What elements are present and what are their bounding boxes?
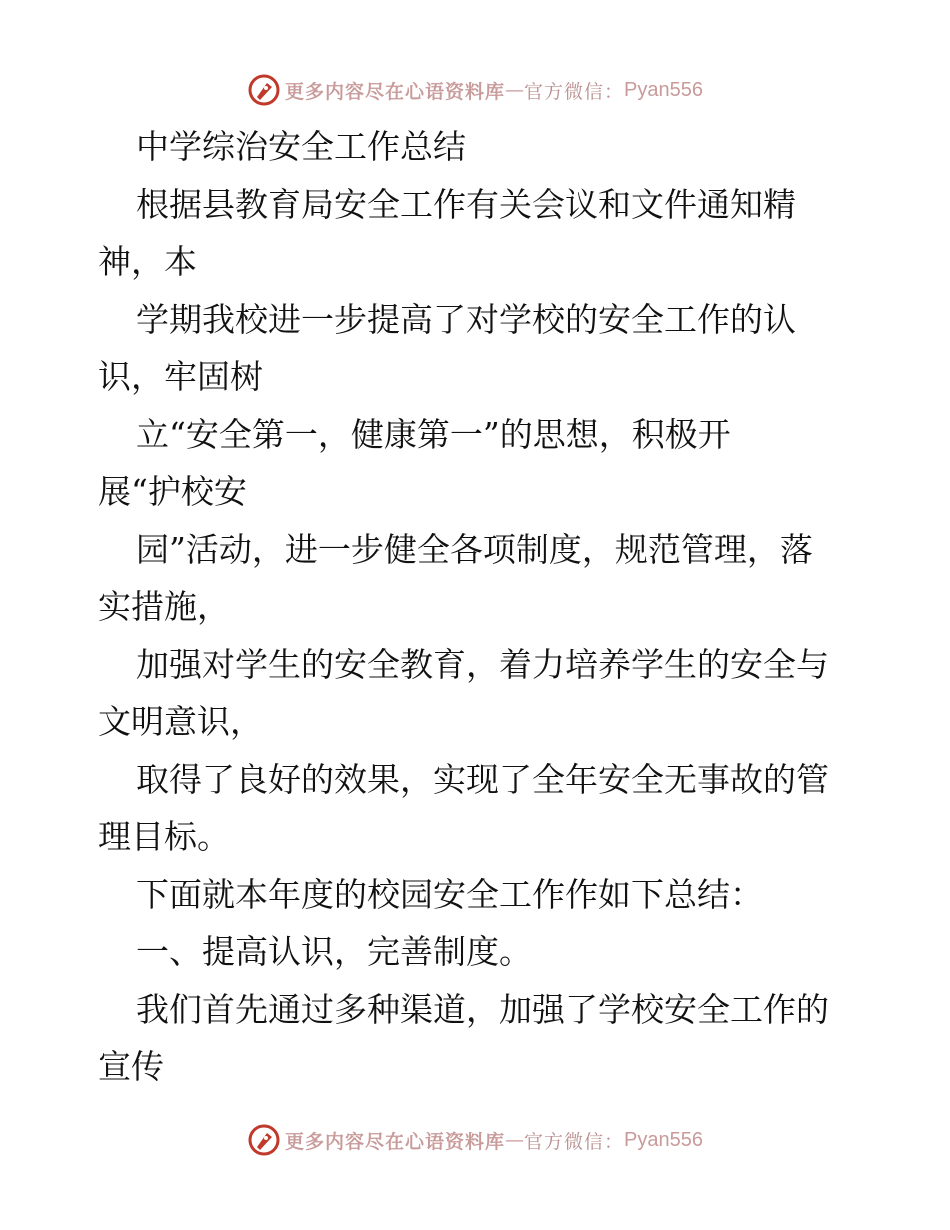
text-line: 根据县教育局安全工作有关会议和文件通知精	[136, 184, 796, 224]
text-line: 展“护校安	[98, 472, 247, 511]
banner-dash: —	[505, 79, 525, 101]
text-line: 中学综治安全工作总结	[136, 127, 466, 166]
pen-nib-logo-icon	[247, 1123, 281, 1157]
text-line: 下面就本年度的校园安全工作作如下总结：	[136, 874, 763, 914]
text-line: 我们首先通过多种渠道，加强了学校安全工作的	[136, 989, 829, 1029]
banner-main-text: 更多内容尽在心语资料库	[285, 1130, 506, 1153]
header-banner	[0, 70, 950, 110]
text-line: 加强对学生的安全教育，着力培养学生的安全与	[136, 644, 829, 684]
text-line: 园”活动，进一步健全各项制度，规范管理，落	[136, 529, 813, 569]
text-line: 宣传	[98, 1047, 164, 1086]
banner-dash: —	[505, 1129, 525, 1151]
banner-wechat-id: Pyan556	[624, 1128, 703, 1151]
text-line: 实措施，	[98, 587, 230, 626]
footer-banner	[0, 1120, 950, 1160]
text-line: 立“安全第一，健康第一”的思想，积极开	[136, 414, 731, 454]
text-line: 取得了良好的效果，实现了全年安全无事故的管	[136, 759, 829, 799]
text-line: 学期我校进一步提高了对学校的安全工作的认	[136, 299, 796, 339]
banner-wechat-label: 官方微信：	[524, 80, 625, 103]
text-line: 理目标。	[98, 817, 230, 856]
banner-wechat-label: 官方微信：	[524, 1130, 625, 1153]
text-line: 识，牢固树	[98, 357, 263, 396]
document-body	[98, 118, 858, 1096]
banner-wechat-id: Pyan556	[624, 78, 703, 101]
banner-main-text: 更多内容尽在心语资料库	[285, 80, 506, 103]
text-line: 神，本	[98, 242, 197, 281]
text-line: 一、提高认识，完善制度。	[136, 932, 532, 971]
pen-nib-logo-icon	[247, 73, 281, 107]
text-line: 文明意识，	[98, 702, 263, 741]
